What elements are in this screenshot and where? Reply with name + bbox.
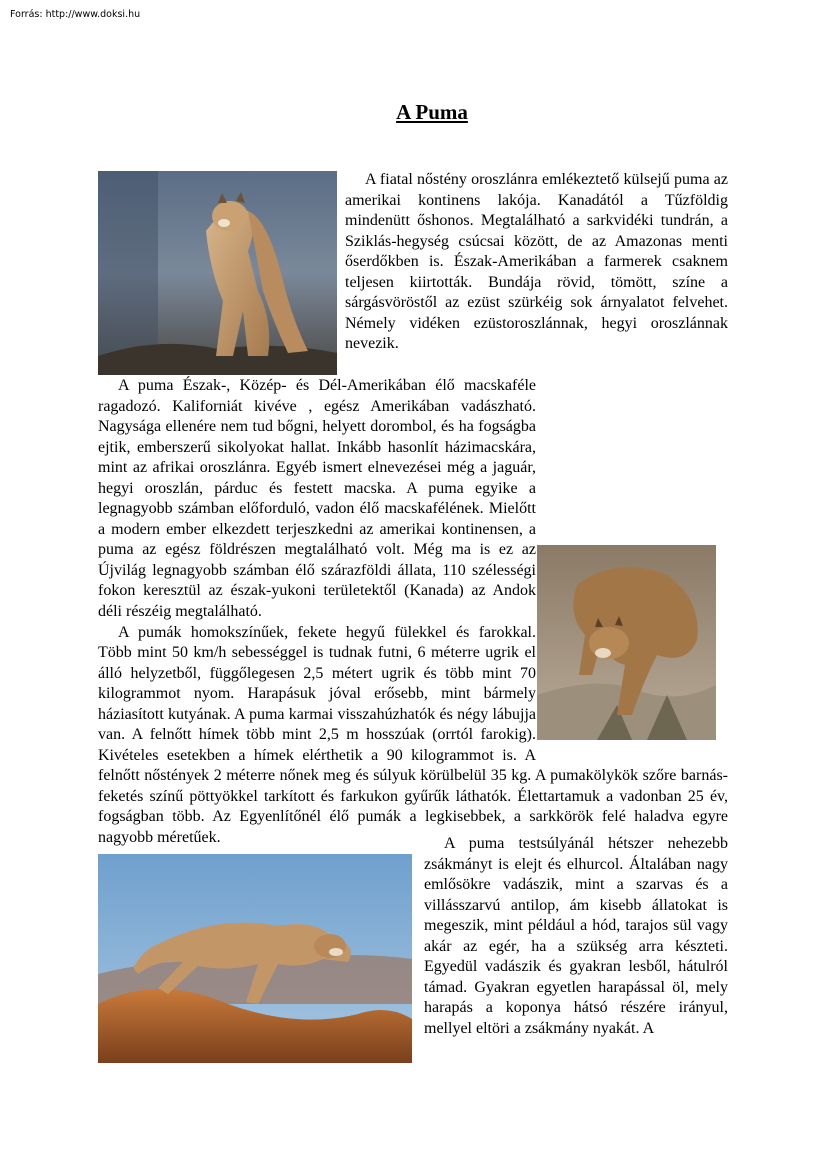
paragraph-hunting: A puma testsúlyánál hétszer nehezebb zsákmányt is elejt és elhurcol. Általában nagy emlősökre vadászik, mint a szarvas és a villásszarvú antilop, ám kisebb állatokat is megeszik, mint például a hód, tarajos sül vagy akár az egér, ha a szükség arra készteti. Egyedül vadászik és gyakran lesből, hátulról támad. Gyakran egyetlen harapással öl, mely harapás a koponya hátsó részére irányul, mellyel eltöri a zsákmány nyakát. A <box>424 835 728 1037</box>
paragraph-overview: A puma Észak-, Közép- és Dél-Amerikában élő macskaféle ragadozó. Kaliforniát kivéve , egész Amerikában vadászható. Nagysága ellenére nem tud bőgni, helyett dorombol, és ha fogságba ejtik, emberszerű sikolyokat hallat. Inkább hasonlít házimacskára, mint az afrikai oroszlánra. Egyéb ismert elnevezései még a jaguár, hegyi oroszlán, párduc és festett macska. A puma egyike a legnagyobb számban előforduló, vadon élő macskafélének. Mielőtt a modern ember elkezdett terjeszkedni az amerikai kontinensen, a puma az egész földrészen megtalálható volt. Még ma is ez az Újvilág legnagyobb számban élő szárazföldi állata, 110 szélességi fokon keresztül az észak-yukoni területektől (Kanada) az Andok déli részéig megtalálható. <box>98 377 536 621</box>
source-label: Forrás: http://www.doksi.hu <box>10 9 141 20</box>
puma-sitting-photo <box>98 171 337 375</box>
page-title: A Puma <box>396 100 468 124</box>
puma-leaping-photo <box>98 854 412 1063</box>
paragraph-overview-block <box>98 376 728 849</box>
paragraph-appearance: A pumák homokszínűek, fekete hegyű fülekkel és farokkal. Több mint 50 km/h sebességgel is tudnak futni, 6 méterre ugrik el álló helyzetből, függőlegesen 2,5 métert ugrik és több mint 70 kilogrammot nyom. Harapásuk jóval erősebb, mint bármely háziasított kutyának. A puma karmai visszahúzhatók és négy lábujja van. A felnőtt hímek több mint 2,5 m hosszúak (orrtól farokig). Kivételes esetekben a hímek elérthetik a 90 kilogrammot is. A felnőtt nőstények 2 méterre nőnek meg és súlyuk körülbelül 35 kg. A pumakölykök szőre barnás-feketés színű pöttyökkel tarkított és farkukon gyűrűk láthatók. Élettartamuk a vadonban 25 év, fogságban több. Az Egyenlítőnél élő pumák a legkisebbek, a sarkkörök felé haladva egyre nagyobb méretűek. <box>98 623 728 847</box>
paragraph-intro: A fiatal nőstény oroszlánra emlékeztető külsejű puma az amerikai kontinens lakója. Kanadától a Tűzföldig mindenütt őshonos. Megtalálható a sarkvidéki tundrán, a Sziklás-hegység csúcsai között, de az Amazonas menti őserdőkben is. Észak-Amerikában a farmerek csaknem teljesen kiirtották. Bundája rövid, tömött, színe a sárgásvöröstől az ezüst szürkéig sok árnyalatot felvehet. Némely vidéken ezüstoroszlánnak, hegyi oroszlánnak nevezik. <box>345 171 728 353</box>
